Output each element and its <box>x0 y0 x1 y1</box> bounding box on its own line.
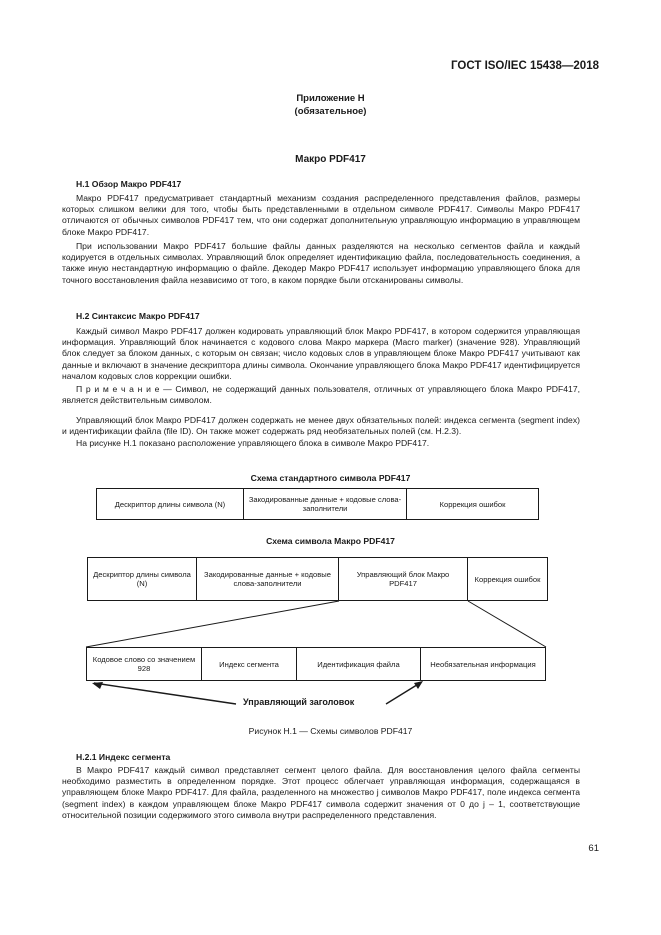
macro-box-length: Дескриптор длины символа (N) <box>87 557 197 601</box>
standard-box-ecc: Коррекция ошибок <box>406 488 539 520</box>
page-number: 61 <box>588 843 599 854</box>
control-header-label: Управляющий заголовок <box>243 697 355 707</box>
arrow-left-head <box>92 682 103 689</box>
control-box-optional: Необязательная информация <box>420 647 546 681</box>
paragraph-h21-1: В Макро PDF417 каждый символ представляет сегмент целого файла. Для восстановления целого файла сегменты необходимо разместить в определенном порядке. Этот процесс облегчает управляющая информация, содержащаяся в управляющем блоке Макро PDF417. Для файла, разделенного на множество j символов Макро PDF417, поле индекса сегмента (segment index) в каждом управляющем блоке Макро PDF417 символа содержит значения от 0 до j – 1, соответствующие относительной позиции содержимого этого символа внутри распределенного представления. <box>62 765 580 820</box>
document-header: ГОСТ ISO/IEC 15438—2018 <box>451 60 599 72</box>
arrow-right-head <box>414 681 423 689</box>
control-box-928: Кодовое слово со значением 928 <box>86 647 202 681</box>
note-text: — Символ, не содержащий данных пользователя, отличных от управляющего блока Макро PDF417, является действительным символом. <box>62 384 580 406</box>
macro-box-ecc: Коррекция ошибок <box>467 557 548 601</box>
heading-h21: Н.2.1 Индекс сегмента <box>76 752 171 762</box>
control-box-segment-index: Индекс сегмента <box>201 647 297 681</box>
paragraph-h2-2: Управляющий блок Макро PDF417 должен содержать не менее двух обязательных полей: индекса сегмента (segment index) и идентификации файла (file ID). Он также может содержать ряд необязательных полей (см. Н.2.3). <box>62 415 580 437</box>
paragraph-h1-1: Макро PDF417 предусматривает стандартный механизм создания распределенного представления файлов, размеры которых слишком велики для того, чтобы быть представленными в отдельном символе PDF417. Символы Макро PDF417 отличаются от обычных символов PDF417 тем, что они содержат дополнительную управляющую информацию в управляющем блоке Макро PDF417. <box>62 193 580 237</box>
connector-right-line <box>468 601 546 647</box>
standard-box-data: Закодированные данные + кодовые слова-заполнители <box>243 488 407 520</box>
arrow-left-line <box>94 683 236 704</box>
macro-schema-title: Схема символа Макро PDF417 <box>266 536 395 546</box>
macro-box-control-block: Управляющий блок Макро PDF417 <box>338 557 468 601</box>
figure-caption: Рисунок Н.1 — Схемы символов PDF417 <box>248 726 413 736</box>
heading-h2: Н.2 Синтаксис Макро PDF417 <box>76 311 200 321</box>
paragraph-h1-2: При использовании Макро PDF417 большие файлы данных разделяются на несколько сегментов файла и каждый кодируется в отдельных символах. Управляющий блок определяет идентификацию файла, последовательность соединения, а также иную нестандартную информацию о файле. Декодер Макро PDF417 использует информацию управляющего блока для точного восстановления файла независимо от того, в каком порядке были отсканированы символы. <box>62 241 580 285</box>
heading-h1: Н.1 Обзор Макро PDF417 <box>76 179 182 189</box>
paragraph-h2-1: Каждый символ Макро PDF417 должен кодировать управляющий блок Макро PDF417, в котором содержится управляющая информация. Управляющий блок начинается с кодового слова Макро маркера (Macro marker) (значение 928). Управляющий блок следует за блоком данных, с которым он связан; число кодовых слов в управляющем блоке Макро PDF417 учитывают как данные и включают в значение дескриптора длины символа. Окончание управляющего блока Макро PDF417 идентифицируется началом кодовых слов коррекции ошибки. <box>62 326 580 381</box>
standard-box-length: Дескриптор длины символа (N) <box>96 488 244 520</box>
control-box-file-id: Идентификация файла <box>296 647 421 681</box>
connector-left-line <box>86 601 339 647</box>
annex-status: (обязательное) <box>294 106 367 117</box>
macro-box-data: Закодированные данные + кодовые слова-заполнители <box>196 557 339 601</box>
section-title: Макро PDF417 <box>295 154 366 165</box>
arrow-right-line <box>386 683 420 704</box>
annex-title: Приложение Н <box>296 93 365 104</box>
paragraph-h2-3: На рисунке Н.1 показано расположение управляющего блока в символе Макро PDF417. <box>76 438 430 448</box>
standard-schema-title: Схема стандартного символа PDF417 <box>250 473 411 483</box>
note-label: П р и м е ч а н и е <box>76 384 160 394</box>
